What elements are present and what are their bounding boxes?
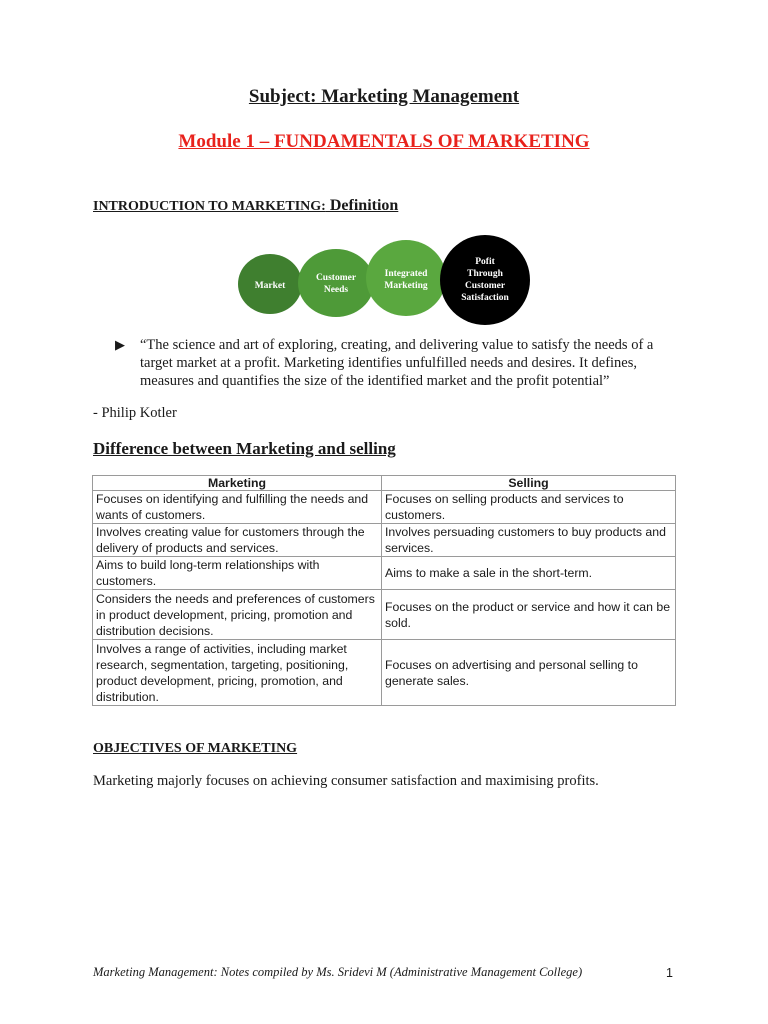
table-cell-marketing: Involves a range of activities, including market research, segmentation, targeting, positioning, product development, pricing, promotion, and distribution. bbox=[93, 640, 382, 706]
circle-profit-through-satisfaction bbox=[440, 235, 530, 325]
table-cell-marketing: Focuses on identifying and fulfilling the needs and wants of customers. bbox=[93, 491, 382, 524]
intro-heading-suffix: Definition bbox=[325, 197, 399, 214]
bullet-arrow-icon: ▶ bbox=[115, 337, 125, 352]
difference-heading: Difference between Marketing and selling bbox=[93, 439, 396, 458]
table-header-row bbox=[93, 476, 676, 491]
module-title: Module 1 – FUNDAMENTALS OF MARKETING bbox=[178, 131, 590, 152]
marketing-vs-selling-table bbox=[92, 475, 676, 706]
circle-profit-label-4: Satisfaction bbox=[461, 293, 509, 303]
marketing-concept-diagram bbox=[230, 232, 540, 328]
circle-integrated-marketing-label-2: Marketing bbox=[384, 281, 428, 291]
table-row bbox=[93, 557, 676, 590]
intro-heading bbox=[93, 197, 398, 215]
circle-profit-label-2: Through bbox=[467, 269, 503, 279]
circle-profit-shape bbox=[440, 235, 530, 325]
kotler-definition-quote: “The science and art of exploring, creating, and delivering value to satisfy the needs of a target market at a profit. Marketing identifies unfulfilled needs and desires. It defines, measures and quantifies the size of the identified market and the profit potential” bbox=[140, 337, 654, 389]
column-header-selling: Selling bbox=[382, 476, 676, 491]
table-cell-selling: Focuses on selling products and services to customers. bbox=[382, 491, 676, 524]
subject-title: Subject: Marketing Management bbox=[248, 86, 520, 107]
table-cell-marketing: Aims to build long-term relationships with customers. bbox=[93, 557, 382, 590]
column-header-marketing: Marketing bbox=[93, 476, 382, 491]
intro-heading-prefix: INTRODUCTION TO MARKETING: bbox=[93, 199, 326, 214]
table-cell-selling: Focuses on advertising and personal selling to generate sales. bbox=[382, 640, 676, 706]
objectives-heading: OBJECTIVES OF MARKETING bbox=[93, 741, 298, 756]
circle-customer-needs-shape bbox=[298, 249, 374, 317]
table-cell-selling: Focuses on the product or service and how it can be sold. bbox=[382, 590, 676, 640]
circle-market bbox=[238, 254, 302, 314]
circle-integrated-marketing-label-1: Integrated bbox=[384, 269, 428, 279]
circle-profit-label-1: Pofit bbox=[475, 257, 495, 267]
table-cell-marketing: Involves creating value for customers through the delivery of products and services. bbox=[93, 524, 382, 557]
table-cell-marketing: Considers the needs and preferences of customers in product development, pricing, promotion and distribution decisions. bbox=[93, 590, 382, 640]
table-cell-selling: Involves persuading customers to buy products and services. bbox=[382, 524, 676, 557]
page-number: 1 bbox=[666, 966, 673, 980]
table-row bbox=[93, 524, 676, 557]
circle-integrated-marketing bbox=[366, 240, 446, 316]
table-cell-selling: Aims to make a sale in the short-term. bbox=[382, 557, 676, 590]
page-footer: Marketing Management: Notes compiled by Ms. Sridevi M (Administrative Management College) bbox=[93, 965, 583, 979]
circle-customer-needs-label-2: Needs bbox=[323, 285, 349, 295]
table-row bbox=[93, 590, 676, 640]
table-row bbox=[93, 491, 676, 524]
quote-author: - Philip Kotler bbox=[93, 405, 177, 421]
circle-market-label: Market bbox=[254, 281, 286, 291]
circle-profit-label-3: Customer bbox=[464, 281, 506, 291]
objectives-text: Marketing majorly focuses on achieving consumer satisfaction and maximising profits. bbox=[93, 773, 599, 789]
circle-customer-needs bbox=[298, 249, 374, 317]
circle-customer-needs-label-1: Customer bbox=[315, 273, 357, 283]
table-row bbox=[93, 640, 676, 706]
